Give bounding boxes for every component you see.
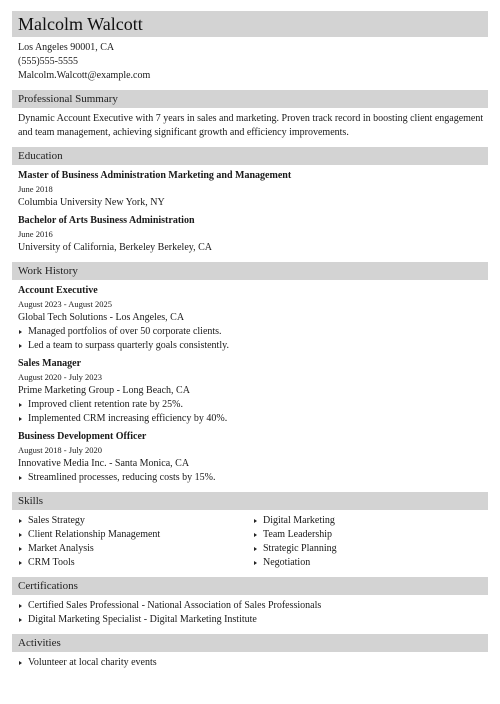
list-item bbox=[18, 412, 488, 426]
list-item bbox=[18, 656, 488, 670]
bullet-icon bbox=[19, 519, 22, 523]
job-dates: August 2023 - August 2025 bbox=[18, 299, 112, 309]
degree-date: June 2016 bbox=[18, 229, 53, 239]
activities-heading bbox=[12, 634, 488, 652]
summary-text: Dynamic Account Executive with 7 years in sales and marketing. Proven track record in boosting client engagement and team management, achieving significant growth and efficiency improvements. bbox=[18, 113, 484, 138]
bullet-icon bbox=[19, 417, 22, 421]
bullet-icon bbox=[19, 533, 22, 537]
list-item bbox=[253, 528, 488, 542]
bullet-text: Improved client retention rate by 25%. bbox=[28, 399, 183, 410]
certifications-heading bbox=[12, 577, 488, 595]
skill-text: CRM Tools bbox=[28, 557, 75, 568]
list-item bbox=[18, 471, 488, 485]
work-heading bbox=[12, 262, 488, 280]
summary-heading-label: Professional Summary bbox=[18, 93, 118, 105]
list-item bbox=[18, 514, 253, 528]
education-list bbox=[18, 169, 488, 255]
bullet-icon bbox=[19, 403, 22, 407]
bullet-icon bbox=[19, 330, 22, 334]
bullet-icon bbox=[254, 533, 257, 537]
list-item bbox=[18, 528, 253, 542]
job-bullets bbox=[18, 398, 488, 426]
skill-text: Sales Strategy bbox=[28, 515, 85, 526]
job-company: Innovative Media Inc. - Santa Monica, CA bbox=[18, 458, 190, 469]
bullet-icon bbox=[19, 547, 22, 551]
list-item bbox=[18, 325, 488, 339]
bullet-icon bbox=[254, 519, 257, 523]
work-heading-label: Work History bbox=[18, 265, 78, 277]
job-entry bbox=[18, 357, 488, 426]
work-list bbox=[18, 284, 488, 485]
certifications-heading-label: Certifications bbox=[18, 580, 78, 592]
skills-right-column bbox=[253, 514, 488, 570]
bullet-icon bbox=[19, 476, 22, 480]
summary-heading bbox=[12, 90, 488, 108]
bullet-icon bbox=[19, 604, 22, 608]
skill-text: Market Analysis bbox=[28, 543, 94, 554]
skills-grid bbox=[18, 514, 488, 570]
job-entry bbox=[18, 430, 488, 485]
bullet-icon bbox=[19, 618, 22, 622]
job-dates: August 2020 - July 2023 bbox=[18, 372, 103, 382]
candidate-name: Malcolm Walcott bbox=[18, 14, 143, 34]
job-entry bbox=[18, 284, 488, 353]
contact-info bbox=[18, 41, 488, 83]
skill-text: Strategic Planning bbox=[263, 543, 337, 554]
bullet-icon bbox=[19, 561, 22, 565]
education-item bbox=[18, 169, 488, 210]
list-item bbox=[253, 514, 488, 528]
list-item bbox=[18, 339, 488, 353]
bullet-icon bbox=[19, 344, 22, 348]
bullet-text: Streamlined processes, reducing costs by 15%. bbox=[28, 472, 216, 483]
bullet-icon bbox=[254, 547, 257, 551]
skill-text: Team Leadership bbox=[263, 529, 332, 540]
list-item bbox=[18, 556, 253, 570]
job-title: Business Development Officer bbox=[18, 431, 147, 442]
job-company: Global Tech Solutions - Los Angeles, CA bbox=[18, 312, 185, 323]
list-item bbox=[18, 599, 488, 613]
certification-text: Certified Sales Professional - National Association of Sales Professionals bbox=[28, 600, 322, 611]
job-bullets bbox=[18, 325, 488, 353]
skill-text: Client Relationship Management bbox=[28, 529, 161, 540]
school-name: University of California, Berkeley Berkeley, CA bbox=[18, 242, 213, 253]
list-item bbox=[253, 542, 488, 556]
job-title: Account Executive bbox=[18, 285, 98, 296]
list-item bbox=[253, 556, 488, 570]
skills-heading-label: Skills bbox=[18, 495, 44, 507]
skill-text: Negotiation bbox=[263, 557, 311, 568]
degree-date: June 2018 bbox=[18, 184, 53, 194]
education-heading-label: Education bbox=[18, 150, 63, 162]
degree-title: Bachelor of Arts Business Administration bbox=[18, 215, 195, 226]
job-title: Sales Manager bbox=[18, 358, 82, 369]
email-text: Malcolm.Walcott@example.com bbox=[18, 70, 151, 81]
skills-left-column bbox=[18, 514, 253, 570]
bullet-text: Managed portfolios of over 50 corporate clients. bbox=[28, 326, 222, 337]
job-bullets bbox=[18, 471, 488, 485]
certification-text: Digital Marketing Specialist - Digital Marketing Institute bbox=[28, 614, 257, 625]
bullet-text: Led a team to surpass quarterly goals consistently. bbox=[28, 340, 229, 351]
job-company: Prime Marketing Group - Long Beach, CA bbox=[18, 385, 190, 396]
school-name: Columbia University New York, NY bbox=[18, 197, 165, 208]
education-item bbox=[18, 214, 488, 255]
bullet-icon bbox=[254, 561, 257, 565]
location-text: Los Angeles 90001, CA bbox=[18, 42, 115, 53]
name-header bbox=[12, 11, 488, 37]
list-item bbox=[18, 613, 488, 627]
education-heading bbox=[12, 147, 488, 165]
bullet-icon bbox=[19, 661, 22, 665]
skills-heading bbox=[12, 492, 488, 510]
activities-list bbox=[18, 656, 488, 670]
bullet-text: Implemented CRM increasing efficiency by 40%. bbox=[28, 413, 228, 424]
phone-text: (555)555-5555 bbox=[18, 56, 78, 67]
list-item bbox=[18, 542, 253, 556]
certifications-list bbox=[18, 599, 488, 627]
activity-text: Volunteer at local charity events bbox=[28, 657, 157, 668]
activities-heading-label: Activities bbox=[18, 637, 61, 649]
skill-text: Digital Marketing bbox=[263, 515, 335, 526]
list-item bbox=[18, 398, 488, 412]
degree-title: Master of Business Administration Marketing and Management bbox=[18, 170, 292, 181]
job-dates: August 2018 - July 2020 bbox=[18, 445, 103, 455]
